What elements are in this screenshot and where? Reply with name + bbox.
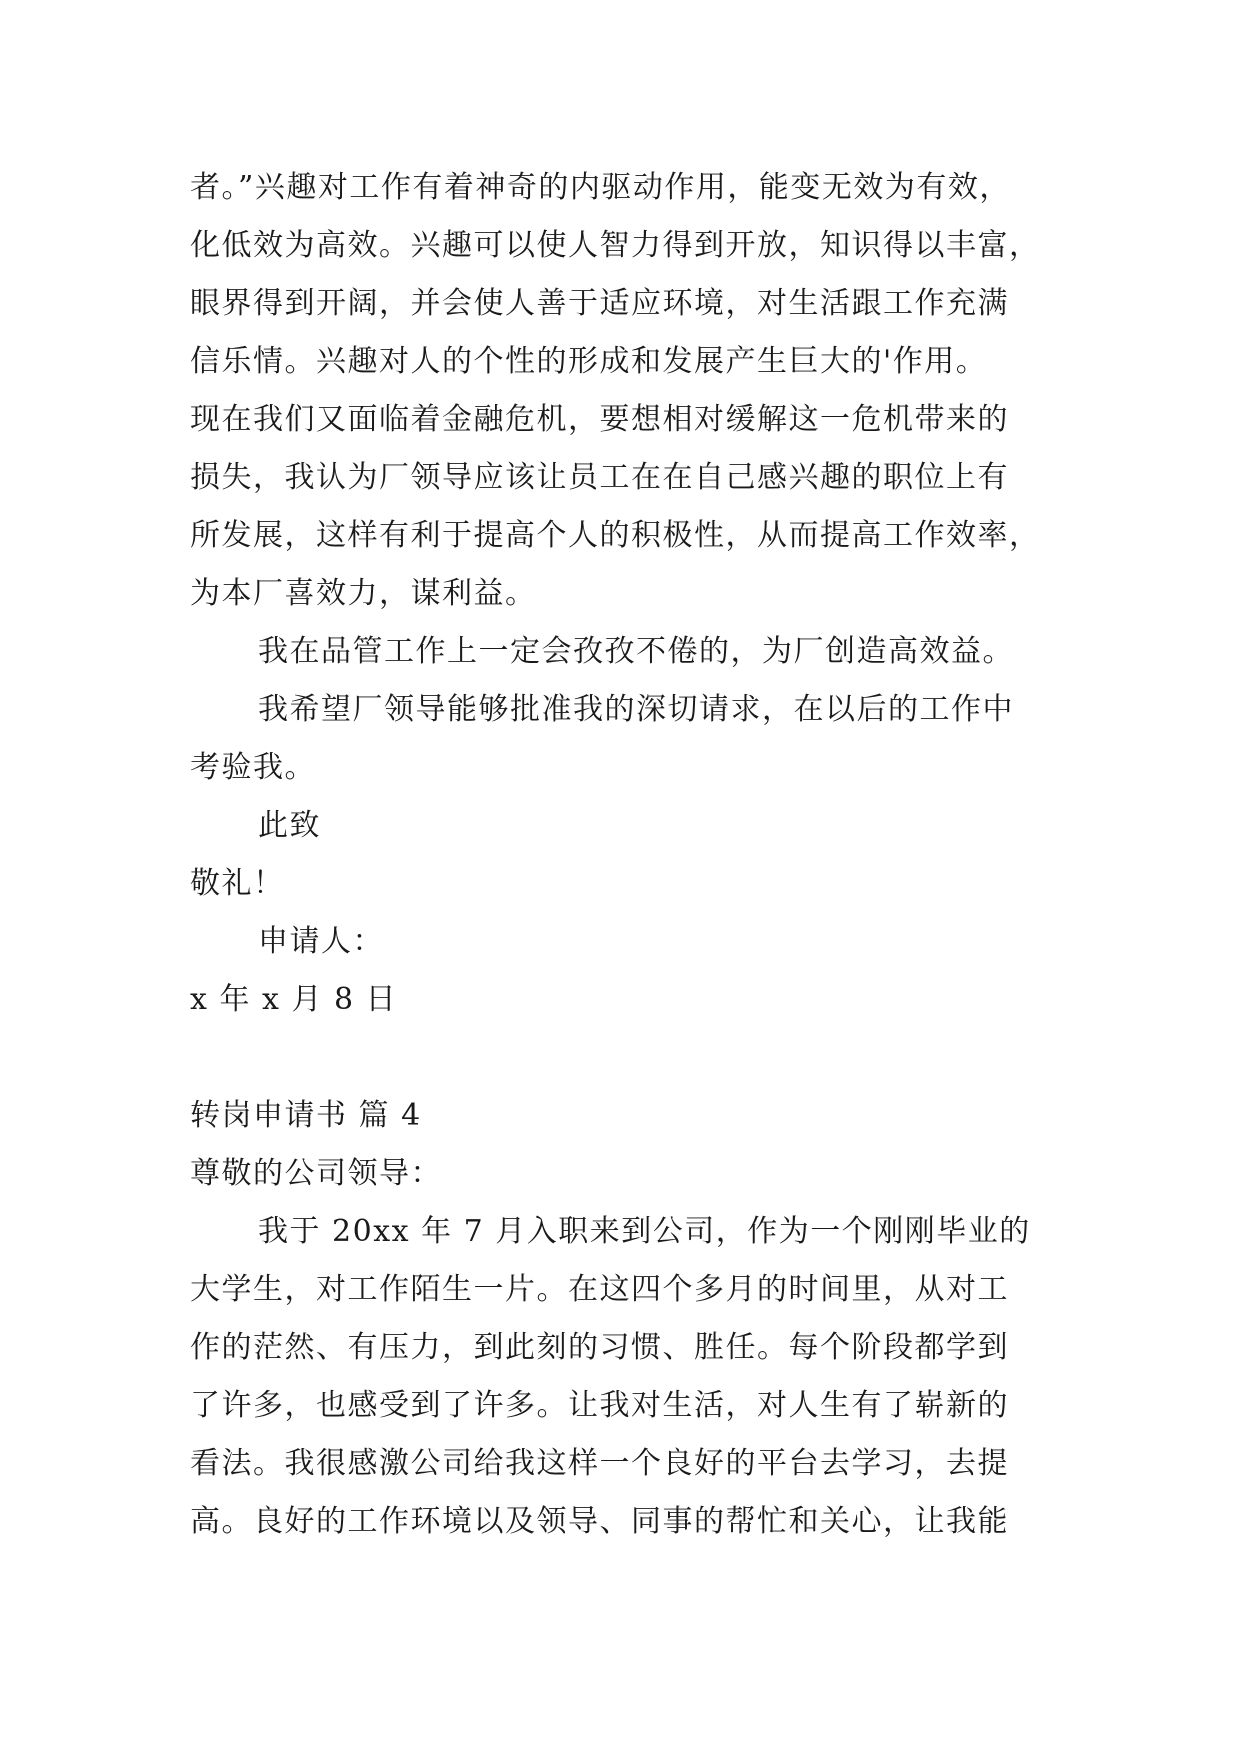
request-line: 考验我。 [190, 750, 316, 785]
paragraph-line: 为本厂喜效力，谋利益。 [190, 576, 537, 611]
paragraph-line: 化低效为高效。兴趣可以使人智力得到开放，知识得以丰富， [190, 228, 1041, 263]
closing-jingli: 敬礼！ [190, 866, 285, 901]
request-line: 我希望厂领导能够批准我的深切请求，在以后的工作中 [258, 692, 1014, 727]
body-line: 大学生，对工作陌生一片。在这四个多月的时间里，从对工 [190, 1272, 1009, 1307]
body-line: 看法。我很感激公司给我这样一个良好的平台去学习，去提 [190, 1446, 1009, 1481]
body-line: 我于 20xx 年 7 月入职来到公司，作为一个刚刚毕业的 [258, 1214, 1031, 1249]
body-line: 高。良好的工作环境以及领导、同事的帮忙和关心，让我能 [190, 1504, 1009, 1539]
applicant-label: 申请人： [258, 924, 384, 959]
closing-cizhi: 此致 [258, 808, 321, 843]
commitment-line: 我在品管工作上一定会孜孜不倦的，为厂创造高效益。 [258, 634, 1014, 669]
paragraph-line: 现在我们又面临着金融危机，要想相对缓解这一危机带来的 [190, 402, 1009, 437]
salutation: 尊敬的公司领导： [190, 1156, 442, 1191]
body-line: 作的茫然、有压力，到此刻的习惯、胜任。每个阶段都学到 [190, 1330, 1009, 1365]
paragraph-line: 损失，我认为厂领导应该让员工在在自己感兴趣的职位上有 [190, 460, 1009, 495]
section-title: 转岗申请书 篇 4 [190, 1098, 422, 1133]
body-line: 了许多，也感受到了许多。让我对生活，对人生有了崭新的 [190, 1388, 1009, 1423]
paragraph-line: 者。”兴趣对工作有着神奇的内驱动作用，能变无效为有效， [190, 170, 1011, 205]
date-line: x 年 x 月 8 日 [190, 982, 398, 1017]
paragraph-line: 眼界得到开阔，并会使人善于适应环境，对生活跟工作充满 [190, 286, 1009, 321]
paragraph-line: 信乐情。兴趣对人的个性的形成和发展产生巨大的'作用。 [190, 344, 988, 379]
paragraph-line: 所发展，这样有利于提高个人的积极性，从而提高工作效率， [190, 518, 1041, 553]
